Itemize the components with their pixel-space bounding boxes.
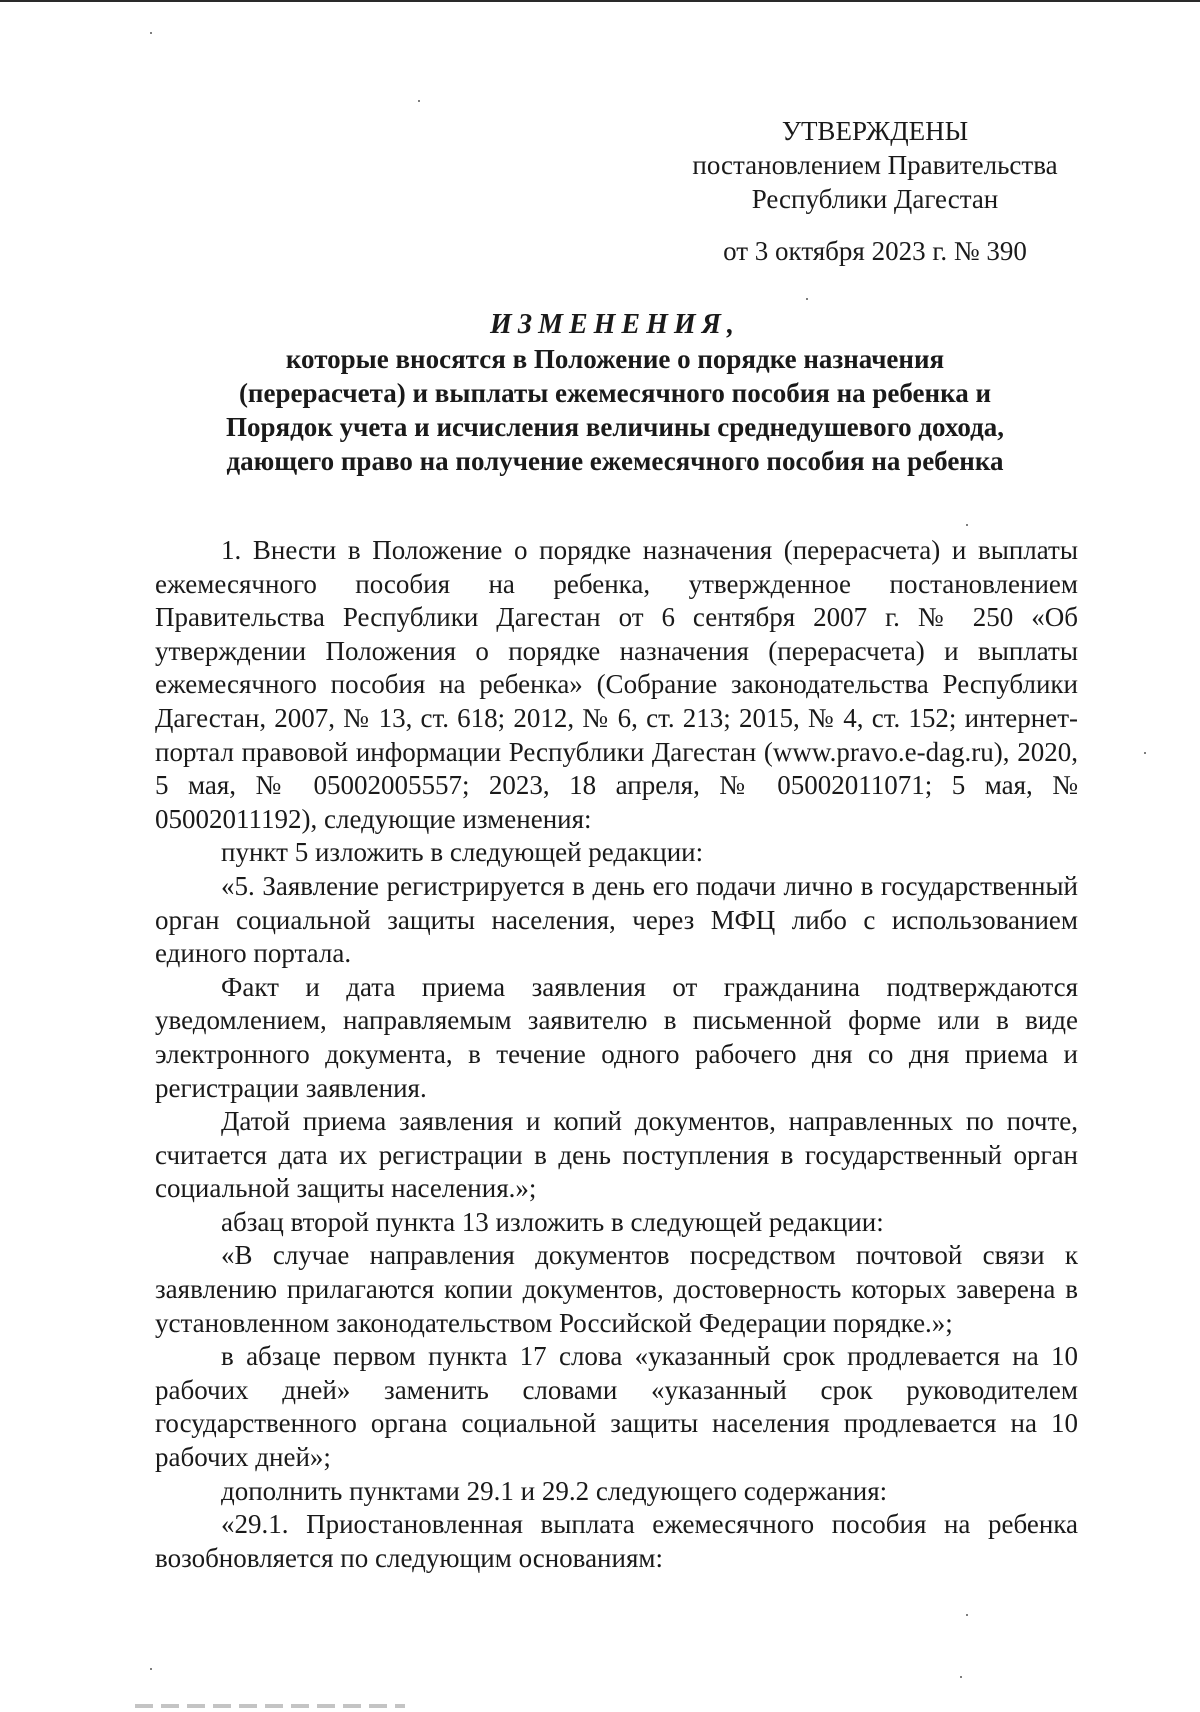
approval-date: от 3 октября 2023 г. № 390 [723, 236, 1027, 266]
scan-speck [966, 1614, 968, 1616]
scan-top-edge [0, 0, 1200, 2]
scan-speck [806, 298, 808, 300]
scan-bottom-artifact [135, 1704, 405, 1708]
scan-speck [966, 524, 968, 526]
document-title [150, 308, 1080, 478]
paragraph-1: 1. Внести в Положение о порядке назначения (перерасчета) и выплаты ежемесячного пособия на ребенка, утвержденное постановлением Правительства Республики Дагестан от 6 сентября 2007 г. № 250 «Об утверждении Положения о порядке назначения (перерасчета) и выплаты ежемесячного пособия на ребенка» (Собрание законодательства Республики Дагестан, 2007, № 13, ст. 618; 2012, № 6, ст. 213; 2015, № 4, ст. 152; интернет-портал правовой информации Республики Дагестан (www.pravo.e-dag.ru), 2020, 5 мая, № 05002005557; 2023, 18 апреля, № 05002011071; 5 мая, № 05002011192), следующие изменения: [155, 535, 1078, 834]
paragraph-10: «29.1. Приостановленная выплата ежемесячного пособия на ребенка возобновляется по следующим основаниям: [155, 1509, 1078, 1573]
title-line-1: которые вносятся в Положение о порядке назначения [285, 344, 945, 374]
paragraph-2: пункт 5 изложить в следующей редакции: [221, 837, 704, 868]
paragraph-5: Датой приема заявления и копий документов, направленных по почте, считается дата их регистрации в день поступления в государственный орган социальной защиты населения.»; [155, 1106, 1078, 1204]
paragraph-9: дополнить пунктами 29.1 и 29.2 следующего содержания: [221, 1475, 888, 1506]
paragraph-4: Факт и дата приема заявления от гражданина подтверждаются уведомлением, направляемым заявителю в письменной форме или в виде электронного документа, в течение одного рабочего дня со дня приема и регистрации заявления. [155, 971, 1078, 1103]
approval-stamp-block [660, 114, 1090, 268]
title-heading: ИЗМЕНЕНИЯ, [490, 309, 740, 340]
approval-region: Республики Дагестан [751, 184, 999, 214]
document-body [155, 534, 1078, 1575]
approval-title: УТВЕРЖДЕНЫ [781, 116, 969, 146]
paragraph-7: «В случае направления документов посредством почтовой связи к заявлению прилагаются копии документов, достоверность которых заверена в установленном законодательством Российской Федерации порядке.»; [155, 1240, 1078, 1338]
title-line-4: дающего право на получение ежемесячного пособия на ребенка [226, 446, 1004, 476]
scan-speck [418, 100, 420, 102]
paragraph-8: в абзаце первом пункта 17 слова «указанный срок продлевается на 10 рабочих дней» заменить словами «указанный срок руководителем государственного органа социальной защиты населения продлевается на 10 рабочих дней»; [155, 1341, 1078, 1473]
scan-speck [150, 1668, 152, 1670]
paragraph-6: абзац второй пункта 13 изложить в следующей редакции: [221, 1206, 884, 1237]
scan-speck [150, 32, 152, 34]
paragraph-3: «5. Заявление регистрируется в день его подачи лично в государственный орган социальной защиты населения, через МФЦ либо с использованием единого портала. [155, 870, 1078, 969]
title-line-2: (перерасчета) и выплаты ежемесячного пособия на ребенка и [238, 378, 992, 408]
scan-speck [1144, 752, 1146, 754]
title-line-3: Порядок учета и исчисления величины среднедушевого дохода, [226, 412, 1004, 442]
approval-authority: постановлением Правительства [692, 150, 1058, 180]
scan-speck [960, 1676, 962, 1678]
